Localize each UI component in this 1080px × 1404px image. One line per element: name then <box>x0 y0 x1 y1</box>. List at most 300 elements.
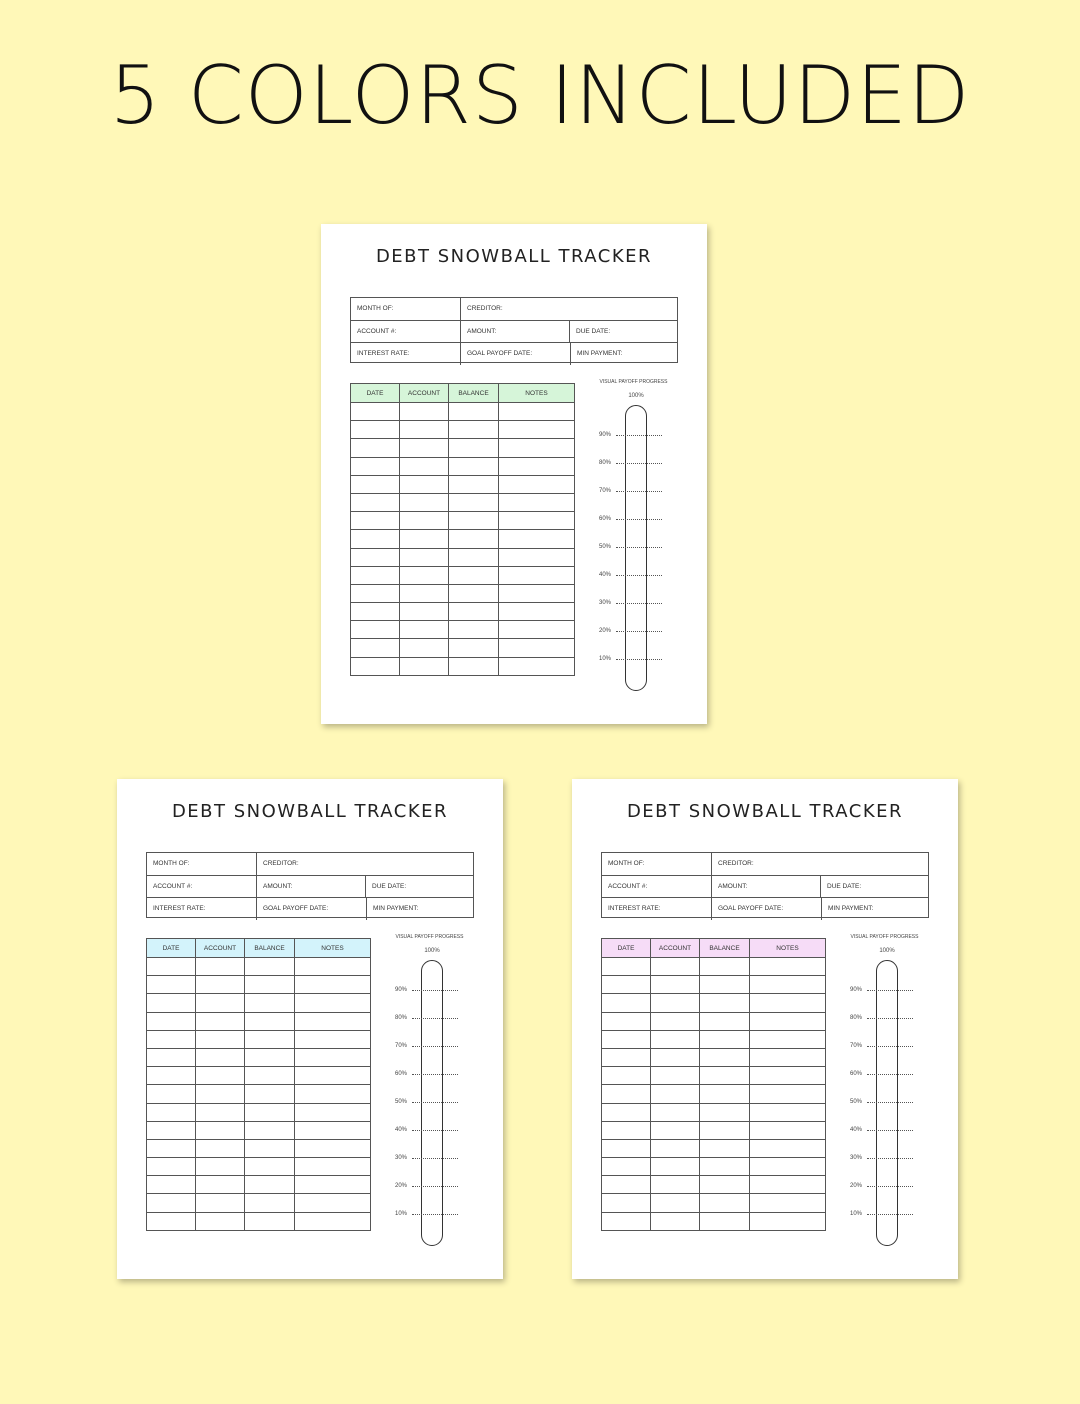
progress-title: VISUAL PAYOFF PROGRESS <box>850 934 919 940</box>
sheet-title: DEBT SNOWBALL TRACKER <box>171 801 449 822</box>
table-cell <box>196 958 245 976</box>
field-month-of: MONTH OF: <box>357 305 394 312</box>
table-cell <box>499 584 575 602</box>
table-cell <box>602 1194 651 1212</box>
progress-mark-label: 30% <box>599 600 612 606</box>
progress-mark <box>850 1070 912 1078</box>
table-cell <box>700 1067 750 1085</box>
table-cell <box>700 1085 750 1103</box>
table-cell <box>602 976 651 994</box>
progress-mark <box>395 1154 457 1162</box>
progress-mark-label: 40% <box>599 572 612 578</box>
progress-mark-label: 60% <box>599 516 612 522</box>
table-cell <box>700 1176 750 1194</box>
progress-mark <box>599 515 661 523</box>
table-cell <box>351 475 400 493</box>
table-cell <box>147 1176 196 1194</box>
progress-100-label: 100% <box>424 948 440 954</box>
table-cell <box>351 493 400 511</box>
column-header: DATE <box>602 939 651 958</box>
ledger-header <box>351 384 575 403</box>
table-cell <box>700 994 750 1012</box>
progress-100-label: 100% <box>628 393 644 399</box>
table-cell <box>400 512 449 530</box>
field-amount: AMOUNT: <box>256 876 365 898</box>
info-box <box>146 852 474 918</box>
table-row <box>147 976 371 994</box>
field-creditor: CREDITOR: <box>256 853 473 875</box>
table-cell <box>295 1121 371 1139</box>
table-cell <box>750 1048 826 1066</box>
table-cell <box>295 994 371 1012</box>
table-cell <box>700 1030 750 1048</box>
table-cell <box>651 1012 700 1030</box>
table-cell <box>449 566 499 584</box>
ledger-table <box>350 383 575 676</box>
table-cell <box>449 457 499 475</box>
table-cell <box>147 1030 196 1048</box>
dotted-line <box>867 1102 913 1103</box>
info-box <box>350 297 678 363</box>
field-account-number: ACCOUNT #: <box>357 328 397 335</box>
table-cell <box>449 584 499 602</box>
table-row <box>602 1012 826 1030</box>
table-cell <box>351 621 400 639</box>
ledger-header <box>147 939 371 958</box>
table-cell <box>499 657 575 675</box>
table-cell <box>295 1012 371 1030</box>
table-row <box>147 1139 371 1157</box>
table-cell <box>750 1085 826 1103</box>
table-row <box>351 548 575 566</box>
field-min-payment: MIN PAYMENT: <box>366 898 473 920</box>
field-min-payment: MIN PAYMENT: <box>570 343 677 365</box>
table-cell <box>147 994 196 1012</box>
table-cell <box>147 1121 196 1139</box>
table-cell <box>651 1212 700 1230</box>
table-cell <box>245 1030 295 1048</box>
progress-mark-label: 70% <box>599 488 612 494</box>
table-cell <box>499 493 575 511</box>
field-creditor: CREDITOR: <box>460 298 677 320</box>
table-cell <box>245 994 295 1012</box>
table-cell <box>245 1012 295 1030</box>
tracker-sheet-3 <box>572 779 958 1279</box>
field-month-of: MONTH OF: <box>153 860 190 867</box>
table-cell <box>295 1030 371 1048</box>
table-row <box>351 657 575 675</box>
table-cell <box>295 1085 371 1103</box>
table-row <box>147 1103 371 1121</box>
dotted-line <box>867 1158 913 1159</box>
table-cell <box>700 1158 750 1176</box>
table-row <box>147 1085 371 1103</box>
table-cell <box>245 1121 295 1139</box>
table-row <box>147 958 371 976</box>
progress-mark <box>395 1014 457 1022</box>
table-cell <box>295 1048 371 1066</box>
progress-mark <box>850 1182 912 1190</box>
table-cell <box>400 639 449 657</box>
tracker-sheet-1 <box>321 224 707 724</box>
table-cell <box>651 1048 700 1066</box>
table-cell <box>147 1067 196 1085</box>
table-cell <box>750 1067 826 1085</box>
table-cell <box>449 439 499 457</box>
ledger-table <box>601 938 826 1231</box>
table-cell <box>602 1085 651 1103</box>
progress-mark <box>599 543 661 551</box>
dotted-line <box>616 603 662 604</box>
table-cell <box>147 1139 196 1157</box>
table-cell <box>400 621 449 639</box>
table-cell <box>449 512 499 530</box>
table-cell <box>351 584 400 602</box>
progress-title: VISUAL PAYOFF PROGRESS <box>395 934 464 940</box>
dotted-line <box>412 1214 458 1215</box>
progress-mark-label: 40% <box>850 1127 863 1133</box>
table-cell <box>499 566 575 584</box>
table-row <box>351 621 575 639</box>
table-cell <box>295 958 371 976</box>
progress-mark <box>599 655 661 663</box>
table-cell <box>147 1012 196 1030</box>
table-cell <box>351 403 400 421</box>
table-cell <box>700 1012 750 1030</box>
table-cell <box>449 421 499 439</box>
table-cell <box>196 1012 245 1030</box>
progress-100-label: 100% <box>879 948 895 954</box>
info-box <box>601 852 929 918</box>
table-row <box>351 584 575 602</box>
table-cell <box>295 1176 371 1194</box>
column-header: DATE <box>351 384 400 403</box>
dotted-line <box>867 1214 913 1215</box>
progress-mark-label: 20% <box>599 628 612 634</box>
table-cell <box>651 958 700 976</box>
table-row <box>602 1176 826 1194</box>
table-row <box>147 1048 371 1066</box>
tracker-sheet-2 <box>117 779 503 1279</box>
progress-mark <box>599 459 661 467</box>
table-cell <box>602 1212 651 1230</box>
table-cell <box>351 530 400 548</box>
table-row <box>147 994 371 1012</box>
table-row <box>602 1085 826 1103</box>
dotted-line <box>412 1018 458 1019</box>
progress-mark <box>599 487 661 495</box>
table-row <box>602 1194 826 1212</box>
progress-mark <box>395 1042 457 1050</box>
column-header: BALANCE <box>245 939 295 958</box>
table-cell <box>400 603 449 621</box>
column-header: BALANCE <box>449 384 499 403</box>
table-cell <box>351 566 400 584</box>
field-goal-payoff-date: GOAL PAYOFF DATE: <box>460 343 570 365</box>
table-cell <box>351 657 400 675</box>
field-interest-rate: INTEREST RATE: <box>608 905 661 912</box>
table-cell <box>750 1212 826 1230</box>
dotted-line <box>412 1074 458 1075</box>
table-row <box>147 1012 371 1030</box>
field-interest-rate: INTEREST RATE: <box>357 350 410 357</box>
table-cell <box>351 512 400 530</box>
table-cell <box>750 1176 826 1194</box>
progress-mark <box>850 1014 912 1022</box>
progress-mark-label: 30% <box>395 1155 408 1161</box>
dotted-line <box>616 547 662 548</box>
table-cell <box>499 439 575 457</box>
table-cell <box>602 1176 651 1194</box>
progress-mark-label: 20% <box>395 1183 408 1189</box>
table-cell <box>750 994 826 1012</box>
table-cell <box>499 421 575 439</box>
table-row <box>602 1121 826 1139</box>
table-row <box>147 1194 371 1212</box>
progress-mark <box>395 1070 457 1078</box>
table-cell <box>196 1212 245 1230</box>
table-cell <box>196 1176 245 1194</box>
table-cell <box>196 1030 245 1048</box>
progress-mark-label: 40% <box>395 1127 408 1133</box>
dotted-line <box>867 1046 913 1047</box>
dotted-line <box>412 1130 458 1131</box>
table-row <box>147 1030 371 1048</box>
table-cell <box>196 976 245 994</box>
table-cell <box>499 403 575 421</box>
dotted-line <box>616 519 662 520</box>
table-row <box>351 439 575 457</box>
field-interest-rate: INTEREST RATE: <box>153 905 206 912</box>
column-header: ACCOUNT <box>400 384 449 403</box>
dotted-line <box>616 491 662 492</box>
field-due-date: DUE DATE: <box>365 876 473 898</box>
table-cell <box>700 1194 750 1212</box>
progress-mark-label: 60% <box>850 1071 863 1077</box>
table-cell <box>651 1085 700 1103</box>
table-cell <box>351 421 400 439</box>
table-cell <box>196 1194 245 1212</box>
table-cell <box>196 1048 245 1066</box>
table-cell <box>400 475 449 493</box>
progress-mark-label: 80% <box>395 1015 408 1021</box>
table-row <box>351 603 575 621</box>
table-cell <box>449 403 499 421</box>
progress-mark <box>850 986 912 994</box>
table-row <box>147 1067 371 1085</box>
table-row <box>351 403 575 421</box>
table-cell <box>499 548 575 566</box>
table-cell <box>147 1212 196 1230</box>
table-cell <box>750 1139 826 1157</box>
sheet-title: DEBT SNOWBALL TRACKER <box>375 246 653 267</box>
dotted-line <box>412 1102 458 1103</box>
field-amount: AMOUNT: <box>711 876 820 898</box>
progress-mark-label: 50% <box>395 1099 408 1105</box>
table-row <box>602 1048 826 1066</box>
table-cell <box>245 976 295 994</box>
progress-mark-label: 10% <box>850 1211 863 1217</box>
dotted-line <box>616 463 662 464</box>
table-row <box>351 530 575 548</box>
table-cell <box>295 1158 371 1176</box>
dotted-line <box>412 1186 458 1187</box>
progress-mark-label: 10% <box>599 656 612 662</box>
table-cell <box>651 1030 700 1048</box>
dotted-line <box>616 659 662 660</box>
table-row <box>602 1103 826 1121</box>
table-cell <box>651 1176 700 1194</box>
field-goal-payoff-date: GOAL PAYOFF DATE: <box>711 898 821 920</box>
table-row <box>351 421 575 439</box>
table-row <box>351 475 575 493</box>
table-cell <box>245 1158 295 1176</box>
table-cell <box>196 1085 245 1103</box>
table-cell <box>700 976 750 994</box>
progress-mark <box>850 1210 912 1218</box>
table-cell <box>245 958 295 976</box>
table-cell <box>651 1121 700 1139</box>
table-cell <box>750 958 826 976</box>
table-cell <box>602 958 651 976</box>
dotted-line <box>412 990 458 991</box>
progress-mark-label: 70% <box>395 1043 408 1049</box>
table-cell <box>449 475 499 493</box>
progress-mark-label: 20% <box>850 1183 863 1189</box>
table-cell <box>196 1139 245 1157</box>
table-cell <box>196 994 245 1012</box>
table-cell <box>295 1194 371 1212</box>
table-row <box>602 976 826 994</box>
dotted-line <box>867 1186 913 1187</box>
table-cell <box>449 493 499 511</box>
table-cell <box>750 1030 826 1048</box>
table-row <box>147 1121 371 1139</box>
table-cell <box>449 639 499 657</box>
table-cell <box>499 475 575 493</box>
table-cell <box>651 1158 700 1176</box>
progress-mark <box>395 1182 457 1190</box>
table-cell <box>245 1212 295 1230</box>
table-row <box>351 457 575 475</box>
table-cell <box>351 439 400 457</box>
table-cell <box>147 958 196 976</box>
headline: 5 COLORS INCLUDED <box>109 49 971 142</box>
table-cell <box>245 1139 295 1157</box>
column-header: BALANCE <box>700 939 750 958</box>
table-cell <box>196 1121 245 1139</box>
table-cell <box>602 1139 651 1157</box>
progress-mark <box>599 571 661 579</box>
table-cell <box>351 457 400 475</box>
table-cell <box>651 994 700 1012</box>
field-goal-payoff-date: GOAL PAYOFF DATE: <box>256 898 366 920</box>
table-row <box>602 994 826 1012</box>
column-header: ACCOUNT <box>196 939 245 958</box>
dotted-line <box>412 1158 458 1159</box>
table-cell <box>700 1139 750 1157</box>
table-cell <box>602 1158 651 1176</box>
progress-mark-label: 70% <box>850 1043 863 1049</box>
table-cell <box>449 603 499 621</box>
table-cell <box>400 566 449 584</box>
table-row <box>602 1212 826 1230</box>
ledger-table <box>146 938 371 1231</box>
table-cell <box>147 1194 196 1212</box>
dotted-line <box>867 990 913 991</box>
progress-mark-label: 50% <box>850 1099 863 1105</box>
progress-mark-label: 60% <box>395 1071 408 1077</box>
sheet-title: DEBT SNOWBALL TRACKER <box>626 801 904 822</box>
progress-mark <box>395 1126 457 1134</box>
table-cell <box>400 421 449 439</box>
table-cell <box>700 1121 750 1139</box>
table-cell <box>245 1067 295 1085</box>
progress-mark-label: 80% <box>599 460 612 466</box>
table-cell <box>196 1103 245 1121</box>
table-cell <box>351 639 400 657</box>
field-min-payment: MIN PAYMENT: <box>821 898 928 920</box>
progress-mark <box>850 1042 912 1050</box>
progress-mark <box>395 1210 457 1218</box>
progress-mark <box>599 627 661 635</box>
table-row <box>351 566 575 584</box>
field-due-date: DUE DATE: <box>820 876 928 898</box>
table-row <box>602 1158 826 1176</box>
table-cell <box>351 548 400 566</box>
column-header: NOTES <box>750 939 826 958</box>
progress-mark <box>395 1098 457 1106</box>
table-cell <box>602 1121 651 1139</box>
progress-mark <box>850 1098 912 1106</box>
table-row <box>147 1158 371 1176</box>
field-account-number: ACCOUNT #: <box>153 883 193 890</box>
dotted-line <box>867 1018 913 1019</box>
table-row <box>602 1030 826 1048</box>
ledger-header <box>602 939 826 958</box>
progress-mark <box>599 431 661 439</box>
column-header: NOTES <box>499 384 575 403</box>
table-cell <box>750 1194 826 1212</box>
progress-mark <box>850 1154 912 1162</box>
progress-mark-label: 50% <box>599 544 612 550</box>
table-cell <box>750 1012 826 1030</box>
table-cell <box>295 1103 371 1121</box>
table-cell <box>449 530 499 548</box>
table-cell <box>196 1067 245 1085</box>
table-cell <box>499 512 575 530</box>
dotted-line <box>867 1130 913 1131</box>
table-cell <box>196 1158 245 1176</box>
table-cell <box>499 457 575 475</box>
table-cell <box>147 976 196 994</box>
field-due-date: DUE DATE: <box>569 321 677 343</box>
column-header: NOTES <box>295 939 371 958</box>
table-cell <box>400 457 449 475</box>
table-row <box>602 1139 826 1157</box>
table-cell <box>295 1212 371 1230</box>
progress-mark <box>850 1126 912 1134</box>
payoff-progress <box>842 934 942 1254</box>
table-cell <box>750 1103 826 1121</box>
table-cell <box>449 621 499 639</box>
table-cell <box>245 1176 295 1194</box>
table-cell <box>602 1030 651 1048</box>
dotted-line <box>412 1046 458 1047</box>
table-row <box>351 512 575 530</box>
table-cell <box>499 621 575 639</box>
table-cell <box>700 1212 750 1230</box>
